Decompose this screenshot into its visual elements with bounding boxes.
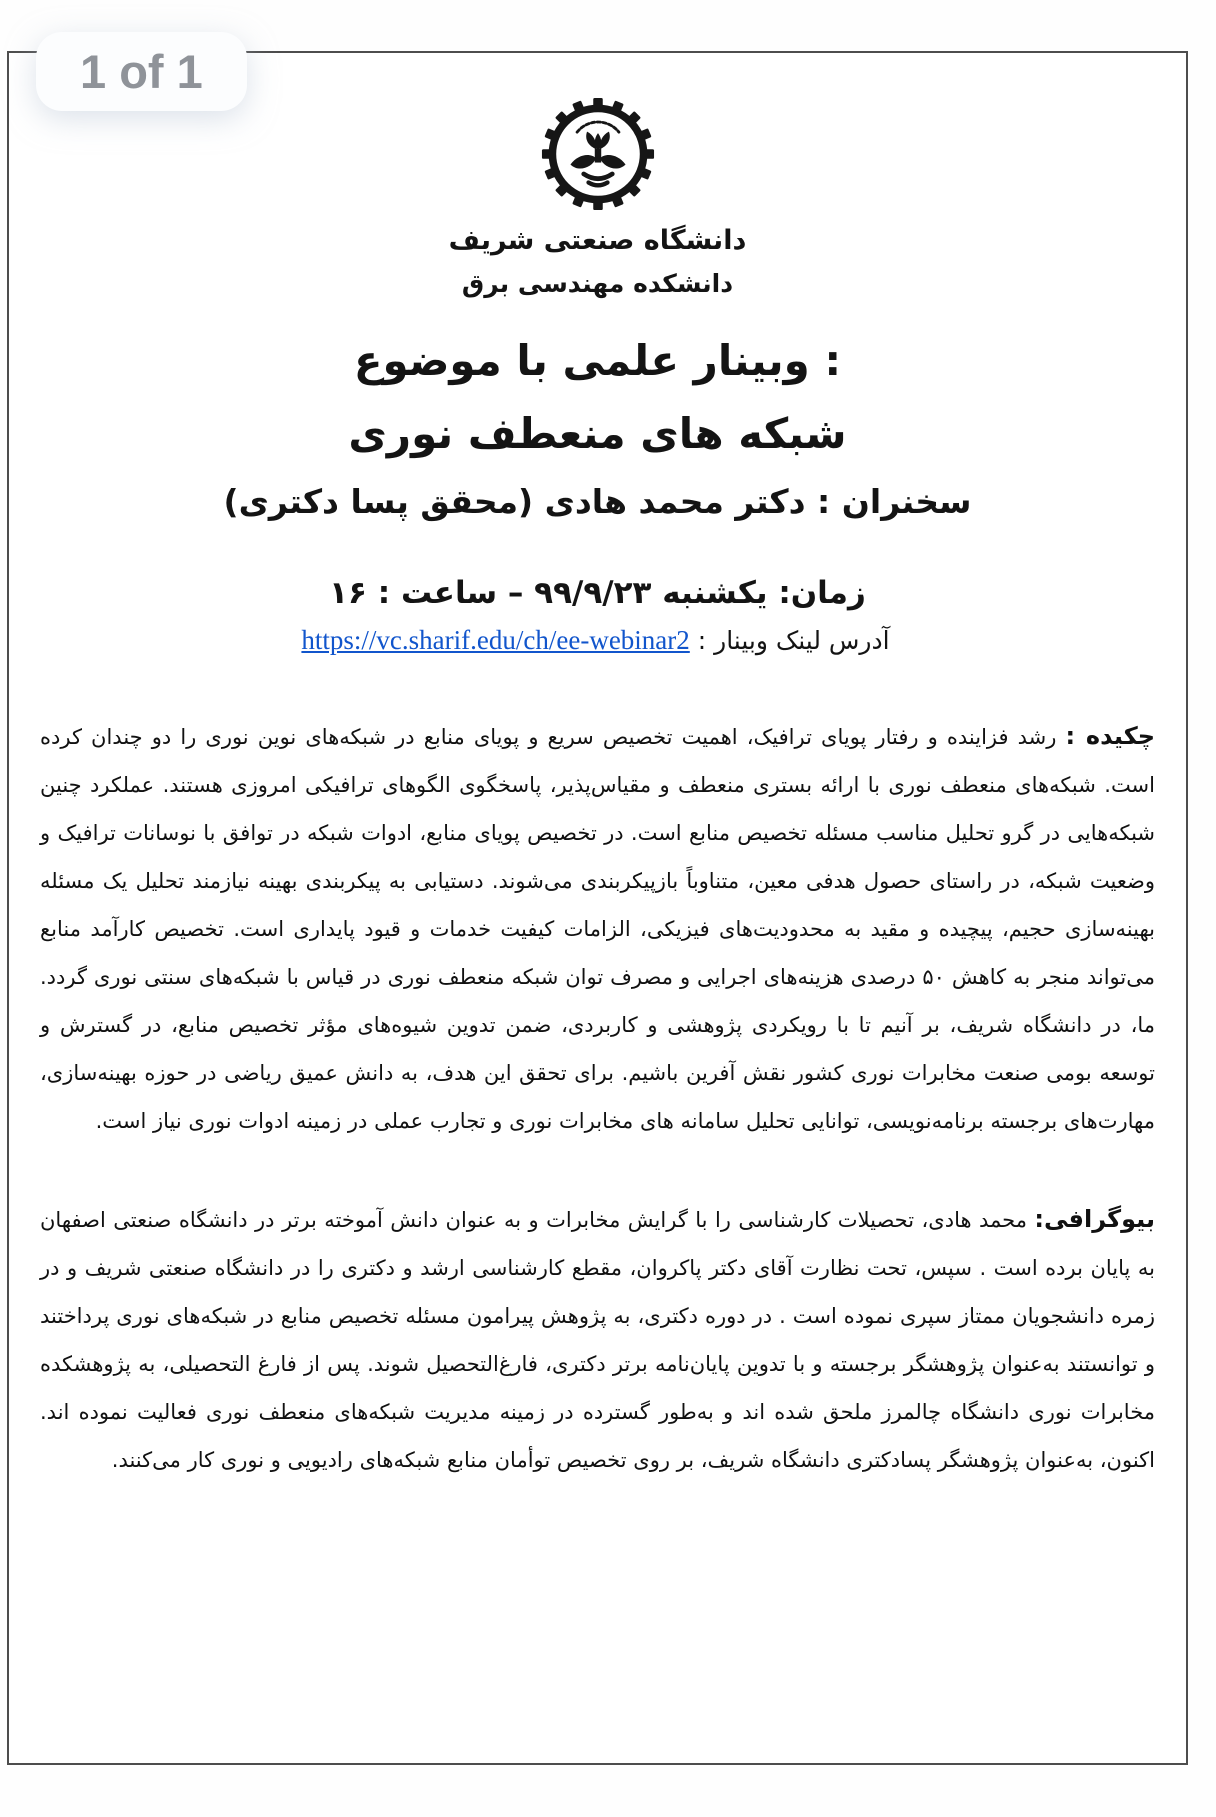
speaker-line: سخنران : دکتر محمد هادی (محقق پسا دکتری) [223,482,972,521]
biography-lead: بیوگرافی: [1034,1205,1155,1233]
webinar-link[interactable]: https://vc.sharif.edu/ch/ee-webinar2 [301,625,690,655]
link-label: آدرس لینک وبینار : [697,626,890,655]
webinar-title-line2: شبکه های منعطف نوری [348,409,847,458]
webinar-title-line1: وبینار علمی با موضوع : [353,336,842,385]
abstract-paragraph [40,712,1155,1145]
document-frame [7,51,1188,1765]
time-line: زمان: یکشنبه ۹۹/۹/۲۳ – ساعت : ۱۶ [329,575,866,611]
webinar-link-line [40,625,1155,656]
logo-container [40,95,1155,213]
biography-body: محمد هادی، تحصیلات کارشناسی را با گرایش مخابرات و به عنوان دانش آموخته برتر در دانشگاه صنعتی اصفهان به پایان برده است . سپس، تحت نظارت آقای دکتر پاکروان، مقطع کارشناسی ارشد و دکتری را در دانشگاه صنعتی شریف و در زمره دانشجویان ممتاز سپری نموده است . در دوره دکتری، به پژوهش پیرامون مسئله تخصیص منابع در شبکه‌های نوری پرداختند و توانستند به‌عنوان پژوهشگر برجسته و با تدوین پایان‌نامه برتر دکتری، فارغ‌التحصیل شوند. پس از فارغ التحصیلی، به پژوهشکده مخابرات نوری دانشگاه چالمرز ملحق شده اند و به‌طور گسترده در زمینه مدیریت شبکه‌های منعطف نوری فعالیت نموده اند. اکنون، به‌عنوان پژوهشگر پسادکتری دانشگاه شریف، بر روی تخصیص توأمان منابع شبکه‌های رادیویی و نوری کار می‌کنند. [40,1208,1155,1472]
university-name: دانشگاه صنعتی شریف [448,225,747,256]
sharif-university-logo-icon [541,95,655,213]
abstract-lead: چکیده : [1065,722,1155,750]
department-name: دانشکده مهندسی برق [461,269,734,298]
biography-paragraph [40,1195,1155,1484]
page-indicator: 1 of 1 [36,32,247,111]
abstract-body: رشد فزاینده و رفتار پویای ترافیک، اهمیت تخصیص سریع و پویای منابع در شبکه‌های نوین نوری را دو چندان کرده است. شبکه‌های منعطف نوری با ارائه بستری منعطف و مقیاس‌پذیر، پاسخگوی الگوهای ترافیکی امروزی هستند. عملکرد چنین شبکه‌هایی در گرو تحلیل مناسب مسئله تخصیص منابع است. در تخصیص پویای منابع، ادوات شبکه در توافق با نوسانات ترافیک و وضعیت شبکه، در راستای حصول هدفی معین، متناوباً بازپیکربندی می‌شوند. دستیابی به پیکربندی بهینه نیازمند تحلیل یک مسئله بهینه‌سازی حجیم، پیچیده و مقید به محدودیت‌های فیزیکی، الزامات کیفیت خدمات و قیود پایداری است. تخصیص کارآمد منابع می‌تواند منجر به کاهش ۵۰ درصدی هزینه‌های اجرایی و مصرف توان شبکه منعطف نوری در قیاس با شبکه‌های سنتی نوری گردد. ما، در دانشگاه شریف، بر آنیم تا با رویکردی پژوهشی و کاربردی، ضمن تدوین شیوه‌های مؤثر تخصیص منابع، در گسترش و توسعه بومی صنعت مخابرات نوری کشور نقش آفرین باشیم. برای تحقق این هدف، به دانش عمیق ریاضی در حوزه بهینه‌سازی، مهارت‌های برجسته برنامه‌نویسی، توانایی تحلیل سامانه های مخابرات نوری و تجارب عملی در زمینه ادوات نوری نیاز است. [40,725,1155,1133]
